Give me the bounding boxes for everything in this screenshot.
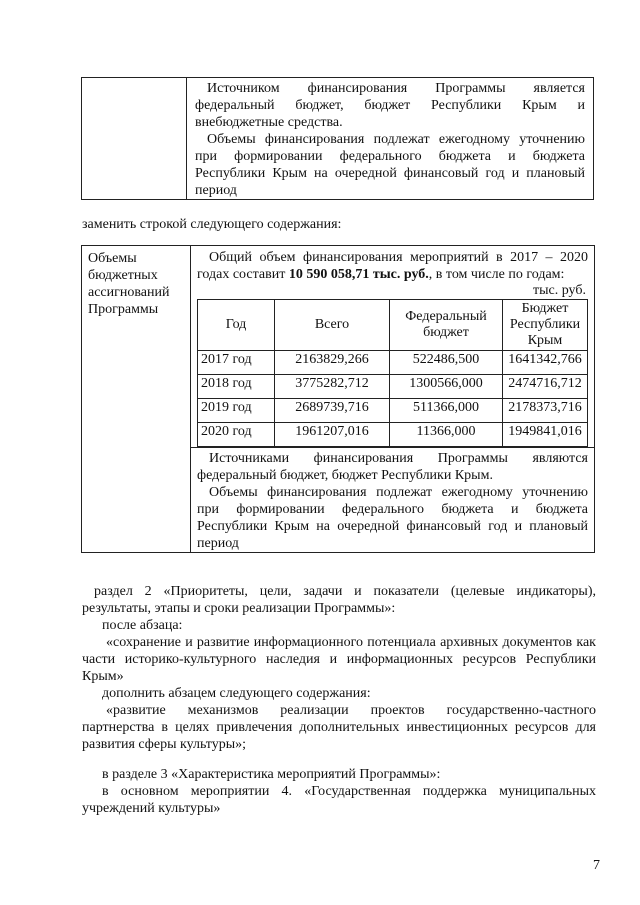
cell-federal: 1300566,000 <box>390 375 503 399</box>
table-row <box>198 399 588 423</box>
quote-partnership-paragraph: «развитие механизмов реализации проектов государственно-частного партнерства в целях привлечения дополнительных инвестиционных ресурсов для развития сферы культуры»; <box>82 703 596 752</box>
main-event-paragraph: в основном мероприятии 4. «Государственная поддержка муниципальных учреждений культуры» <box>82 784 596 816</box>
section-2-paragraph: раздел 2 «Приоритеты, цели, задачи и показатели (целевые индикаторы), результаты, этапы и сроки реализации Программы»: <box>82 584 596 616</box>
after-paragraph-label: после абзаца: <box>102 618 183 633</box>
table-right-content <box>191 246 595 553</box>
section-3-label: в разделе 3 «Характеристика мероприятий Программы»: <box>102 767 441 782</box>
cell-federal: 11366,000 <box>390 423 503 447</box>
add-paragraph-label: дополнить абзацем следующего содержания: <box>102 686 371 701</box>
cell-total: 2689739,716 <box>275 399 390 423</box>
financing-update-text: Объемы финансирования подлежат ежегодному уточнению при формировании федерального бюджета и бюджета Республики Крым на очередной финансовый год и плановый период <box>195 132 585 198</box>
total-suffix: , в том числе по годам: <box>428 267 565 282</box>
cell-total: 1961207,016 <box>275 423 390 447</box>
sources-text: Источниками финансирования Программы являются федеральный бюджет, бюджет Республики Крым. <box>197 451 588 483</box>
cell-total: 2163829,266 <box>275 351 390 375</box>
total-financing-text <box>197 249 588 283</box>
header-total: Всего <box>275 300 390 351</box>
total-intro: Общий объем финансирования мероприятий в 2017 – 2020 годах составит <box>197 250 588 282</box>
financing-by-year-table <box>197 299 588 447</box>
table-row <box>198 351 588 375</box>
table-row <box>198 375 588 399</box>
table-header-row <box>198 300 588 351</box>
cell-year: 2019 год <box>198 399 275 423</box>
cell-crimea: 2178373,716 <box>503 399 588 423</box>
total-amount: 10 590 058,71 тыс. руб. <box>288 267 429 282</box>
update-text: Объемы финансирования подлежат ежегодному уточнению при формировании федерального бюджета и бюджета Республики Крым на очередной финансовый год и плановый период <box>197 485 588 551</box>
cell-year: 2018 год <box>198 375 275 399</box>
page-number: 7 <box>593 858 600 873</box>
header-crimea: Бюджет Республики Крым <box>503 300 588 351</box>
table-row <box>198 423 588 447</box>
header-year: Год <box>198 300 275 351</box>
cell-crimea: 1949841,016 <box>503 423 588 447</box>
quote-archive-paragraph: «сохранение и развитие информационного потенциала архивных документов как части историко-культурного наследия и информационных ресурсов Республики Крым» <box>82 635 596 684</box>
cell-crimea: 1641342,766 <box>503 351 588 375</box>
cell-crimea: 2474716,712 <box>503 375 588 399</box>
cell-year: 2017 год <box>198 351 275 375</box>
financing-source-text: Источником финансирования Программы является федеральный бюджет, бюджет Республики Крым и внебюджетные средства. <box>195 81 585 130</box>
sources-block <box>191 447 594 552</box>
budget-allocations-table <box>81 245 595 553</box>
cell-federal: 511366,000 <box>390 399 503 423</box>
financing-source-cell <box>187 78 594 200</box>
table-left-label: Объемы бюджетных ассигнований Программы <box>82 246 191 553</box>
cell-year: 2020 год <box>198 423 275 447</box>
cell-total: 3775282,712 <box>275 375 390 399</box>
cell-federal: 522486,500 <box>390 351 503 375</box>
header-federal: Федеральный бюджет <box>390 300 503 351</box>
previous-text-table <box>81 77 594 200</box>
replace-instruction: заменить строкой следующего содержания: <box>82 217 342 232</box>
unit-label: тыс. руб. <box>533 283 586 298</box>
empty-left-cell <box>82 78 187 200</box>
